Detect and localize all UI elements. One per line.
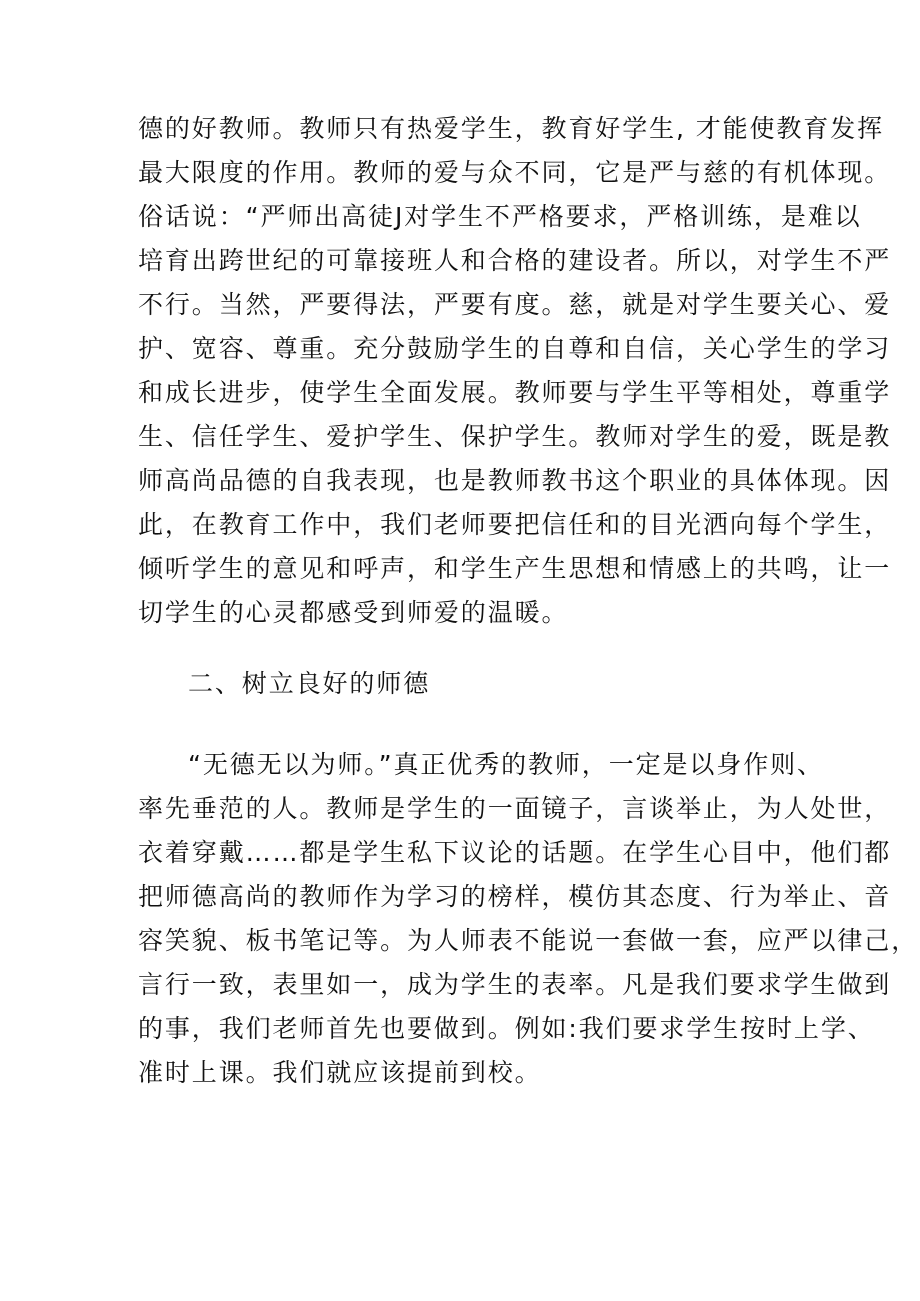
paragraph-line: 倾听学生的意见和呼声，和学生产生思想和情感上的共鸣，让一 — [138, 554, 892, 583]
paragraph-line: 和成长进步，使学生全面发展。教师要与学生平等相处，尊重学 — [138, 378, 892, 407]
paragraph-line: 俗话说：“严师出高徒J对学生不严格要求，严格训练，是难以 — [138, 202, 862, 231]
paragraph-line: 准时上课。我们就应该提前到校。 — [138, 1058, 542, 1087]
section-heading: 二、树立良好的师德 — [188, 669, 431, 698]
paragraph-line: “无德无以为师。”真正优秀的教师，一定是以身作则、 — [188, 750, 824, 779]
paragraph-line: 言行一致，表里如一，成为学生的表率。凡是我们要求学生做到 — [138, 970, 892, 999]
paragraph-line: 不行。当然，严要得法，严要有度。慈，就是对学生要关心、爱 — [138, 290, 892, 319]
paragraph-line: 护、宽容、尊重。充分鼓励学生的自尊和自信，关心学生的学习 — [138, 334, 892, 363]
paragraph-line: 的事，我们老师首先也要做到。例如:我们要求学生按时上学、 — [138, 1014, 875, 1043]
paragraph-line: 生、信任学生、爱护学生、保护学生。教师对学生的爱，既是教 — [138, 422, 892, 451]
paragraph-line: 把师德高尚的教师作为学习的榜样，模仿其态度、行为举止、音 — [138, 882, 892, 911]
paragraph-line: 此，在教育工作中，我们老师要把信任和的目光洒向每个学生， — [138, 510, 892, 539]
paragraph-line: 培育出跨世纪的可靠接班人和合格的建设者。所以，对学生不严 — [138, 246, 892, 275]
paragraph-line: 衣着穿戴……都是学生私下议论的话题。在学生心目中，他们都 — [138, 838, 892, 867]
paragraph-line: 最大限度的作用。教师的爱与众不同，它是严与慈的有机体现。 — [138, 158, 892, 187]
paragraph-line: 德的好教师。教师只有热爱学生，教育好学生, 才能使教育发挥 — [138, 114, 884, 143]
paragraph-line: 师高尚品德的自我表现，也是教师教书这个职业的具体体现。因 — [138, 466, 892, 495]
paragraph-line: 容笑貌、板书笔记等。为人师表不能说一套做一套，应严以律己， — [138, 926, 919, 955]
paragraph-line: 切学生的心灵都感受到师爱的温暖。 — [138, 598, 569, 627]
paragraph-line: 率先垂范的人。教师是学生的一面镜子，言谈举止，为人处世， — [138, 794, 892, 823]
